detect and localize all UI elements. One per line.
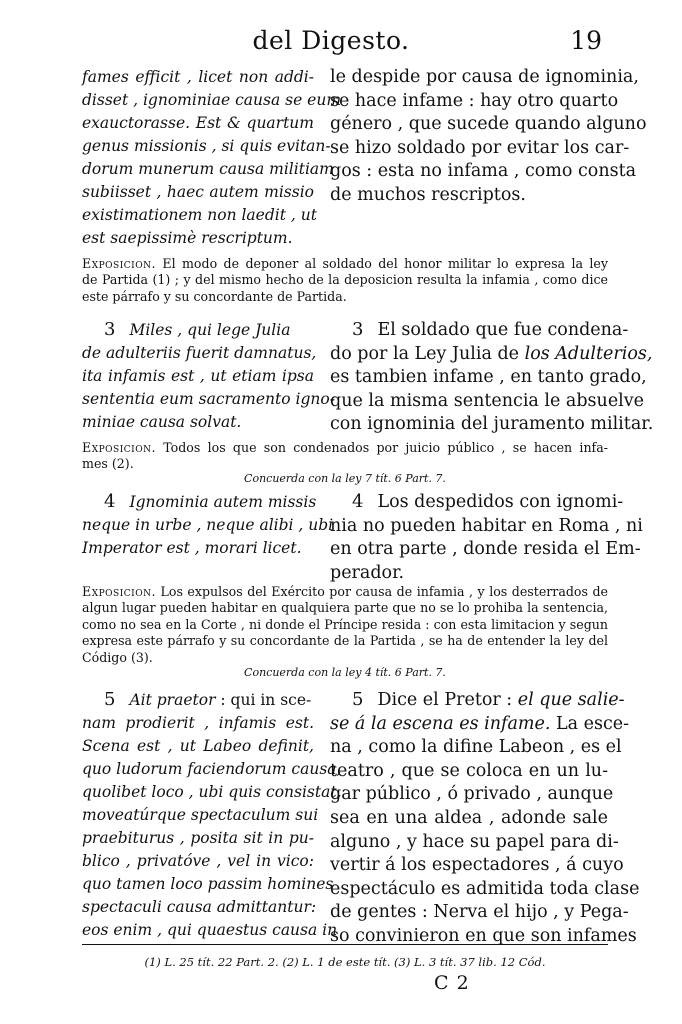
latin-line: eos enim , qui quaestus causa in [82, 921, 338, 939]
exposicion-label: Exposicion. [82, 584, 156, 599]
spanish-line: nia no pueden habitar en Roma , ni [330, 515, 643, 536]
latin-line: miniae causa solvat. [82, 413, 242, 431]
spanish-line: sea en una aldea , adonde sale [330, 807, 608, 828]
spanish-line: teatro , que se coloca en un lu- [330, 760, 608, 781]
exposicion-line: este párrafo y su concordante de Partida. [82, 288, 347, 304]
latin-line: genus missionis , si quis evitan- [82, 137, 331, 155]
latin-line: quolibet loco , ubi quis consistat, [82, 783, 342, 801]
exposicion-1 [82, 256, 608, 305]
concuerda-note-3: Concuerda con la ley 7 tít. 6 Part. 7. [244, 472, 446, 485]
latin-line: disset , ignominiae causa se eum [82, 91, 342, 109]
latin-line: fames efficit , licet non addi- [82, 68, 314, 86]
latin-line: est saepissimè rescriptum. [82, 229, 293, 247]
latin-line: subiisset , haec autem missio [82, 183, 314, 201]
paragraph-number: 3 [352, 319, 364, 340]
exposicion-line: expresa este párrafo y su concordante de la Partida , se ha de entender la ley del [82, 633, 608, 649]
spanish-line: so convinieron en que son infames [330, 925, 637, 946]
exposicion-label: Exposicion. [82, 256, 156, 271]
exposicion-line: mes (2). [82, 456, 134, 472]
spanish-line: se hace infame : hay otro quarto [330, 90, 619, 111]
paragraph-number: 5 [352, 689, 364, 710]
spanish-line: perador. [330, 562, 405, 583]
page-number: 19 [570, 26, 602, 55]
latin-line: neque in urbe , neque alibi , ubi [82, 516, 334, 534]
latin-line: 4 Ignominia autem missis [104, 491, 317, 512]
exposicion-line: Código (3). [82, 649, 153, 665]
spanish-line: de gentes : Nerva el hijo , y Pega- [330, 902, 629, 923]
exposicion-line: de Partida (1) ; y del mismo hecho de la deposicion resulta la infamia , como dice [82, 272, 608, 288]
latin-line: praebiturus , posita sit in pu- [82, 829, 314, 847]
latin-line: quo ludorum faciendorum causa, [82, 760, 342, 778]
latin-column [82, 688, 342, 942]
spanish-line: de muchos rescriptos. [330, 184, 526, 205]
spanish-column [330, 318, 654, 437]
spanish-column [330, 66, 647, 208]
spanish-line: gar público , ó privado , aunque [330, 784, 614, 805]
signature-mark: C 2 [434, 972, 470, 994]
concuerda-note-4: Concuerda con la ley 4 tít. 6 Part. 7. [244, 666, 446, 679]
latin-line: de adulteriis fuerit damnatus, [82, 344, 317, 362]
exposicion-line: como no sea en la Corte , ni donde el Príncipe resida : con esta limitacion y segun [82, 616, 608, 632]
latin-line: exauctorasse. Est & quartum [82, 114, 314, 132]
latin-line: spectaculi causa admittantur: [82, 898, 317, 916]
exposicion-line: Exposicion. Todos los que son condenados por juicio público , se hacen infa- [82, 440, 608, 455]
spanish-line: en otra parte , donde resida el Em- [330, 539, 641, 560]
latin-line: blico , privatóve , vel in vico: [82, 852, 314, 870]
spanish-line: es tambien infame , en tanto grado, [330, 367, 647, 388]
exposicion-label: Exposicion. [82, 440, 156, 455]
spanish-line: género , que sucede quando alguno [330, 114, 647, 135]
latin-line: nam prodierit , infamis est. [82, 714, 314, 732]
latin-column [82, 66, 342, 250]
paragraph-number: 4 [352, 491, 364, 512]
spanish-line: na , como la difine Labeon , es el [330, 737, 622, 758]
spanish-line: 4 Los despedidos con ignomi- [352, 491, 624, 512]
latin-line: existimationem non laedit , ut [82, 206, 317, 224]
latin-column [82, 490, 334, 560]
latin-column [82, 318, 335, 434]
spanish-line: se hizo soldado por evitar los car- [330, 137, 630, 158]
spanish-line: alguno , y hace su papel para di- [330, 831, 619, 852]
exposicion-line: algun lugar pueden habitar en qualquiera parte que no se lo prohiba la sentencia, [82, 600, 608, 616]
footnotes: (1) L. 25 tít. 22 Part. 2. (2) L. 1 de este tít. (3) L. 3 tít. 37 lib. 12 Cód. [144, 955, 546, 969]
running-header [60, 22, 602, 62]
footnote-rule [82, 944, 608, 945]
paragraph-number: 5 [104, 689, 116, 710]
latin-line: moveatúrque spectaculum sui [82, 806, 319, 824]
paragraph-number: 4 [104, 491, 116, 512]
latin-line: 5 Ait praetor : qui in sce- [104, 689, 312, 710]
spanish-column [330, 688, 640, 949]
latin-line: quo tamen loco passim homines [82, 875, 334, 893]
spanish-line: con ignominia del juramento militar. [330, 414, 654, 435]
spanish-line: gos : esta no infama , como consta [330, 161, 637, 182]
exposicion-line: Exposicion. Los expulsos del Exército por causa de infamia , y los desterrados de [82, 584, 608, 599]
latin-line: dorum munerum causa militiam [82, 160, 334, 178]
spanish-line: 5 Dice el Pretor : el que salie- [352, 689, 625, 710]
latin-line: Scena est , ut Labeo definit, [82, 737, 314, 755]
spanish-line: 3 El soldado que fue condena- [352, 319, 629, 340]
exposicion-3 [82, 440, 608, 473]
paragraph-number: 3 [104, 319, 116, 340]
exposicion-line: Exposicion. El modo de deponer al soldado del honor militar lo expresa la ley [82, 256, 608, 271]
latin-line: 3 Miles , qui lege Julia [104, 319, 291, 340]
spanish-line: se á la escena es infame. La esce- [330, 713, 630, 734]
spanish-line: do por la Ley Julia de los Adulterios, [330, 343, 653, 364]
spanish-line: espectáculo es admitida toda clase [330, 878, 640, 899]
spanish-line: vertir á los espectadores , á cuyo [330, 855, 624, 876]
latin-line: sententia eum sacramento igno- [82, 390, 335, 408]
running-title: del Digesto. [252, 26, 410, 55]
latin-line: ita infamis est , ut etiam ipsa [82, 367, 314, 385]
spanish-line: le despide por causa de ignominia, [330, 67, 639, 87]
exposicion-4 [82, 584, 608, 666]
latin-line: Imperator est , morari licet. [82, 539, 302, 557]
spanish-column [330, 490, 643, 585]
spanish-line: que la misma sentencia le absuelve [330, 390, 645, 411]
